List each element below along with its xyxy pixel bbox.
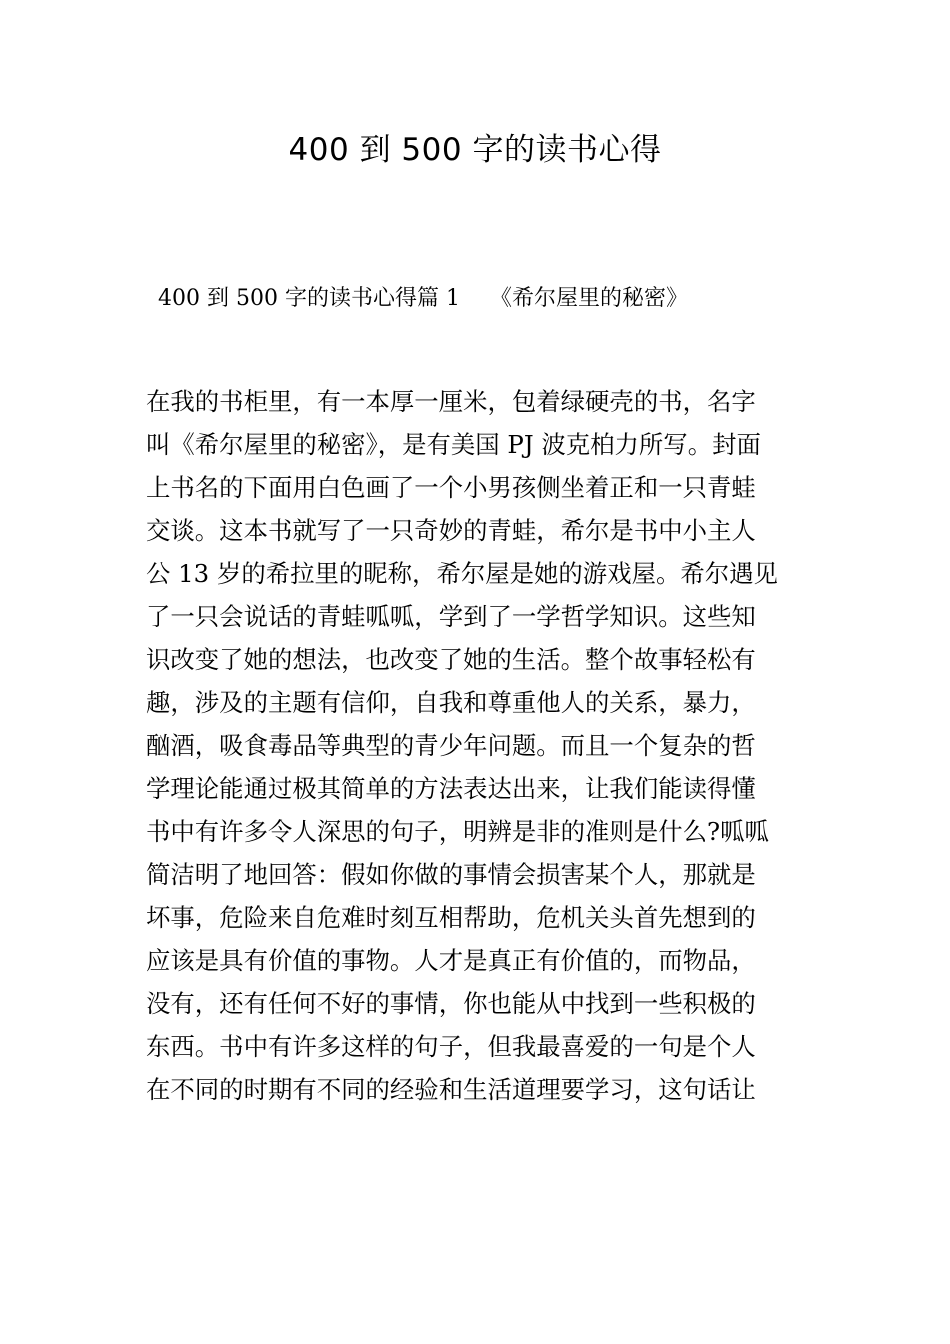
paragraph-line: 在我的书柜里，有一本厚一厘米，包着绿硬壳的书，名字 <box>146 387 756 416</box>
paragraph-line: 交谈。这本书就写了一只奇妙的青蛙，希尔是书中小主人 <box>146 516 756 545</box>
paragraph-line: 书中有许多令人深思的句子，明辨是非的准则是什么?呱呱 <box>146 817 769 846</box>
document-title: 400 到 500 字的读书心得 <box>288 132 662 168</box>
section-heading <box>158 284 688 314</box>
paragraph-line: 没有，还有任何不好的事情，你也能从中找到一些积极的 <box>146 989 756 1018</box>
paragraph-line: 趣，涉及的主题有信仰，自我和尊重他人的关系，暴力， <box>146 688 756 717</box>
paragraph-line: 公 13 岁的希拉里的昵称，希尔屋是她的游戏屋。希尔遇见 <box>146 559 778 588</box>
section-heading-label: 400 到 500 字的读书心得篇 1 <box>158 286 460 311</box>
paragraph-line: 坏事，危险来自危难时刻互相帮助，危机关头首先想到的 <box>146 903 756 932</box>
section-heading-book-title: 《希尔屋里的秘密》 <box>489 286 688 311</box>
paragraph-line: 学理论能通过极其简单的方法表达出来，让我们能读得懂 <box>146 774 756 803</box>
paragraph-line: 在不同的时期有不同的经验和生活道理要学习，这句话让 <box>146 1075 756 1104</box>
paragraph-line: 应该是具有价值的事物。人才是真正有价值的，而物品， <box>146 946 756 975</box>
paragraph-line: 酗酒，吸食毒品等典型的青少年问题。而且一个复杂的哲 <box>146 731 756 760</box>
paragraph-line: 了一只会说话的青蛙呱呱，学到了一学哲学知识。这些知 <box>146 602 756 631</box>
paragraph-line: 简洁明了地回答：假如你做的事情会损害某个人，那就是 <box>146 860 756 889</box>
body-paragraph <box>146 380 806 1111</box>
paragraph-line: 东西。书中有许多这样的句子，但我最喜爱的一句是个人 <box>146 1032 756 1061</box>
paragraph-line: 上书名的下面用白色画了一个小男孩侧坐着正和一只青蛙 <box>146 473 756 502</box>
paragraph-line: 叫《希尔屋里的秘密》，是有美国 PJ 波克柏力所写。封面 <box>146 430 761 459</box>
paragraph-line: 识改变了她的想法，也改变了她的生活。整个故事轻松有 <box>146 645 756 674</box>
